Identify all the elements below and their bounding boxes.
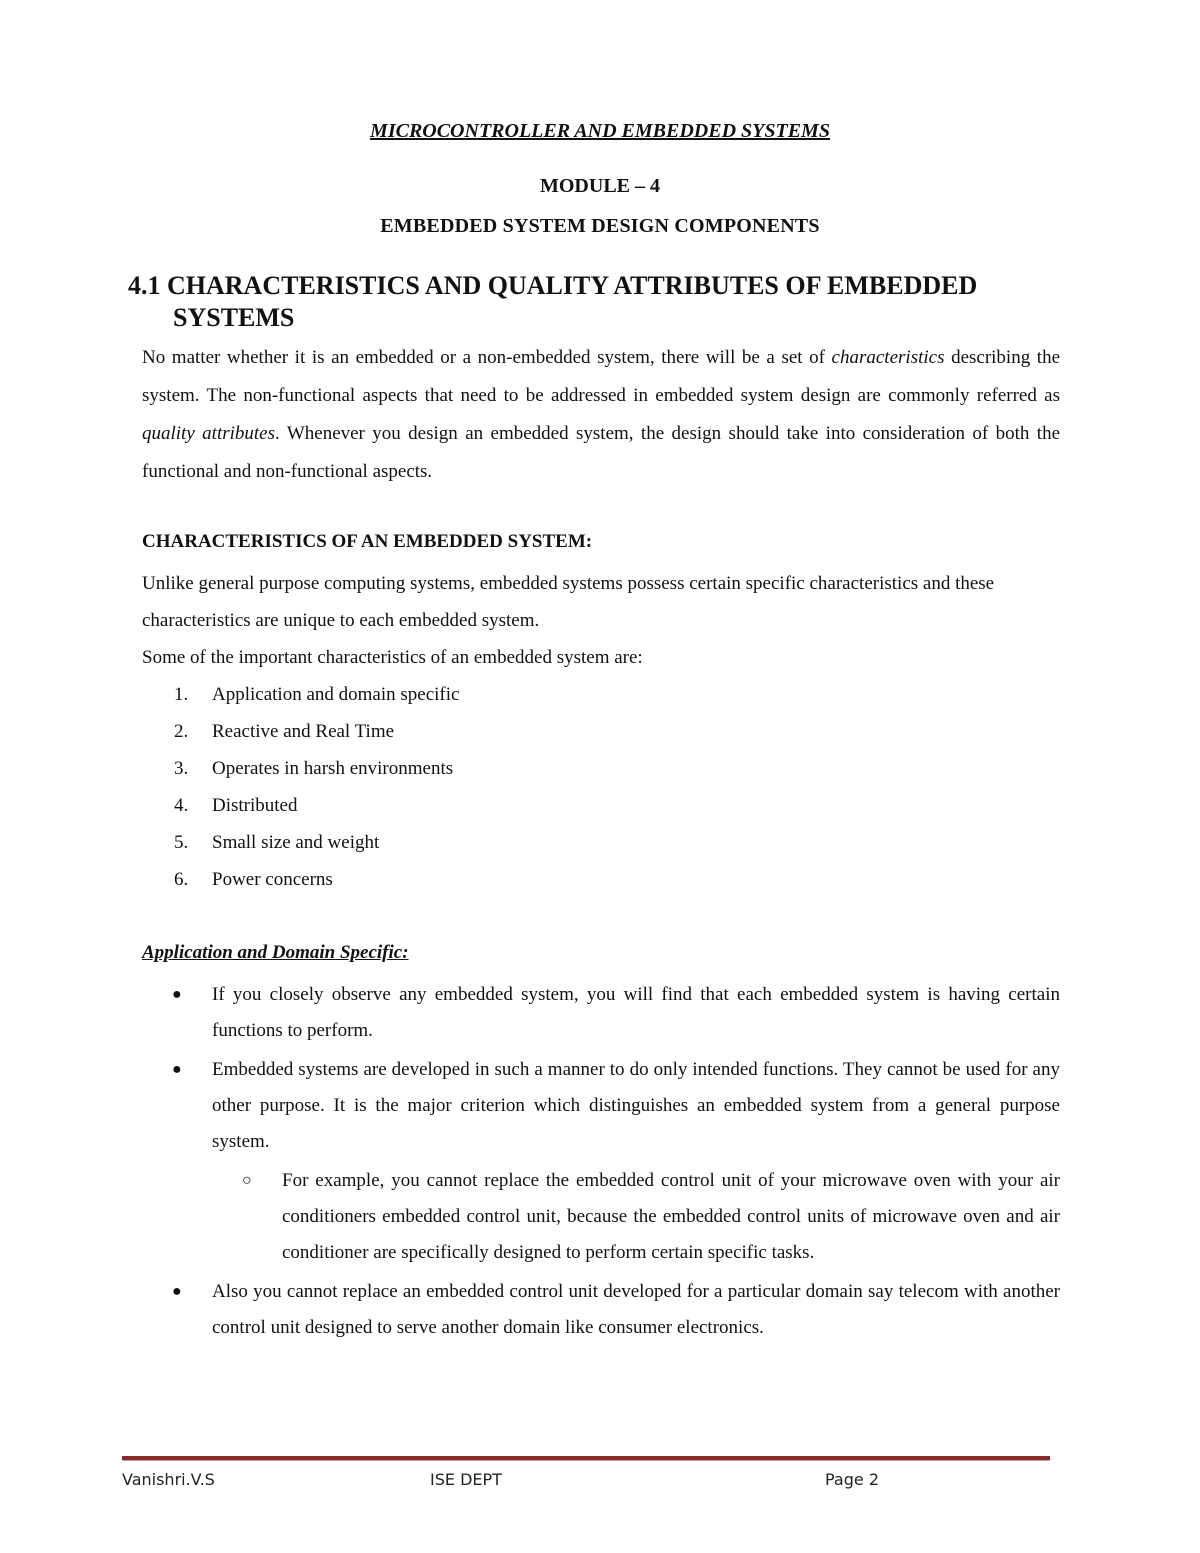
intro-text-3: . Whenever you design an embedded system, the design should take into consideration of both the functional and non-functional aspects. [142,423,1061,482]
list-number: 3. [174,758,189,779]
list-label: Application and domain specific [212,684,460,705]
intro-text-1: No matter whether it is an embedded or a non-embedded system, there will be a set of [142,347,832,368]
list-number: 1. [174,684,189,705]
document-title: MICROCONTROLLER AND EMBEDDED SYSTEMS [370,120,830,142]
bullet-item [172,1052,1060,1160]
characteristics-paragraph [142,565,1060,676]
list-item [174,713,459,750]
bullet-item [172,1274,1060,1346]
list-item [174,750,459,787]
footer-rule [122,1456,1050,1461]
bullet-dot-icon: ● [172,1061,182,1078]
module-heading: MODULE – 4 [540,175,660,197]
characteristics-heading: CHARACTERISTICS OF AN EMBEDDED SYSTEM: [142,531,593,552]
application-heading: Application and Domain Specific: [142,942,409,963]
list-item [174,787,459,824]
application-bullets [172,977,1060,1349]
list-item [174,676,459,713]
intro-emphasis-quality-attributes: quality attributes [142,423,276,444]
list-item [174,824,459,861]
section-heading-line2: SYSTEMS [173,303,295,332]
sub-bullet-text: For example, you cannot replace the embedded control unit of your microwave oven with your air conditioners embedded control unit, because the embedded control units of microwave oven and air conditioner are specifically designed to perform certain specific tasks. [282,1170,1060,1263]
section-heading-line1: 4.1 CHARACTERISTICS AND QUALITY ATTRIBUTES OF EMBEDDED [128,271,978,300]
list-number: 4. [174,795,189,816]
sub-bullet-item [242,1163,1060,1271]
bullet-text: Embedded systems are developed in such a manner to do only intended functions. They cannot be used for any other purpose. It is the major criterion which distinguishes an embedded system from a general purpose system. [212,1059,1060,1152]
section-heading [128,270,1058,334]
module-subtitle: EMBEDDED SYSTEM DESIGN COMPONENTS [380,215,820,237]
list-item [174,861,459,898]
footer-author: Vanishri.V.S [122,1470,215,1489]
intro-paragraph [142,339,1060,491]
list-number: 2. [174,721,189,742]
list-label: Reactive and Real Time [212,721,395,742]
characteristics-list [174,676,459,898]
intro-emphasis-characteristics: characteristics [831,347,945,368]
list-number: 6. [174,869,189,890]
bullet-item [172,977,1060,1049]
bullet-dot-icon: ● [172,986,182,1003]
bullet-text: Also you cannot replace an embedded control unit developed for a particular domain say telecom with another control unit designed to serve another domain like consumer electronics. [212,1281,1060,1338]
list-label: Operates in harsh environments [212,758,454,779]
list-number: 5. [174,832,189,853]
footer-page-number: Page 2 [825,1470,879,1489]
footer-department: ISE DEPT [430,1470,502,1489]
list-label: Small size and weight [212,832,380,853]
intro-text-2: describing the system. The non-functional aspects that need to be addressed in embedded system design are commonly referred as [142,347,1060,406]
characteristics-text-1: Unlike general purpose computing systems, embedded systems possess certain specific characteristics and these characteristics are unique to each embedded system. [142,573,995,631]
hollow-circle-icon: ○ [242,1172,252,1189]
bullet-text: If you closely observe any embedded system, you will find that each embedded system is having certain functions to perform. [212,984,1060,1041]
characteristics-text-2: Some of the important characteristics of an embedded system are: [142,647,643,668]
list-label: Power concerns [212,869,333,890]
bullet-dot-icon: ● [172,1283,182,1300]
list-label: Distributed [212,795,298,816]
